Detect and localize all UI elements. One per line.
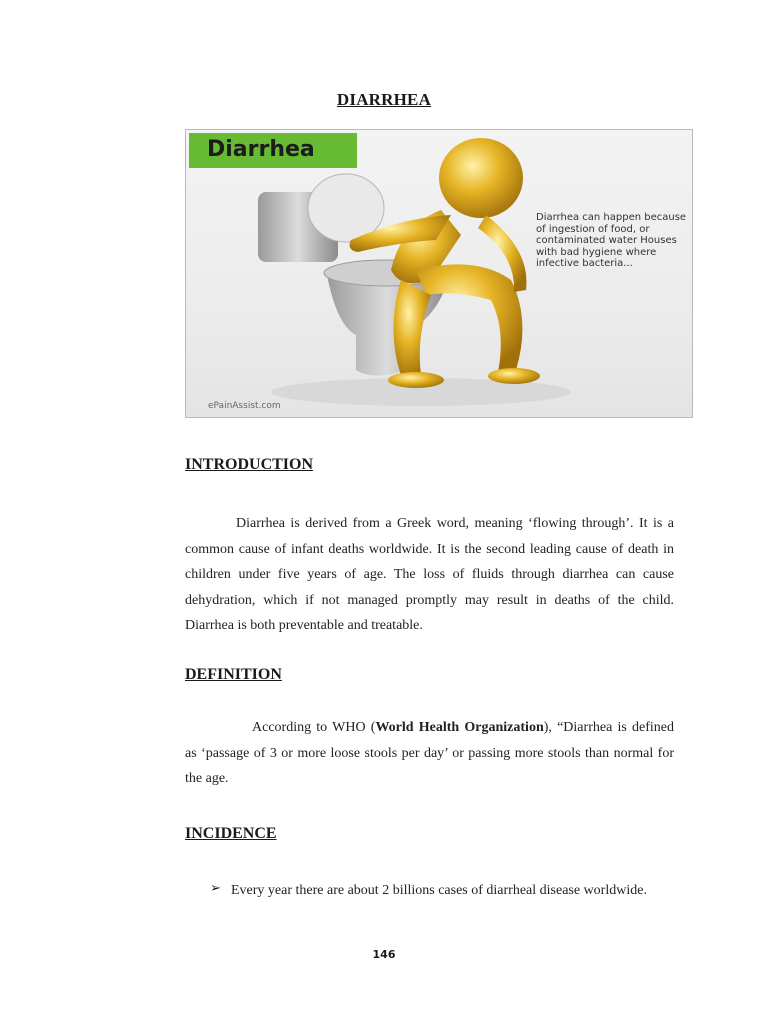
definition-heading: DEFINITION (185, 666, 282, 683)
diarrhea-illustration (185, 129, 693, 418)
figure-banner (189, 133, 357, 168)
definition-text-before: According to WHO ( (252, 720, 376, 735)
incidence-heading: INCIDENCE (185, 825, 277, 842)
introduction-paragraph: Diarrhea is derived from a Greek word, meaning ‘flowing through’. It is a common cause of infant deaths worldwide. It is the second leading cause of death in children under five years of age. The loss of fluids through diarrhea can cause dehydration, which if not managed promptly may result in deaths of the child. Diarrhea is both preventable and treatable. (185, 516, 674, 633)
organization-name: World Health Organization (375, 720, 544, 735)
toilet-figure-illustration (186, 130, 693, 418)
definition-paragraph (185, 715, 674, 792)
figure-caption: Diarrhea can happen because of ingestion of food, or contaminated water Houses with bad hygiene where infective bacteria... (536, 212, 687, 269)
incidence-list (210, 878, 675, 904)
page-number: 146 (372, 948, 396, 961)
definition-text-after: ), “Diarrhea is defined as ‘passage of 3 or more loose stools per day’ or passing more stools than normal for the age. (185, 720, 674, 786)
figure-credit: ePainAssist.com (208, 401, 281, 411)
arrow-bullet-icon: ➢ (210, 881, 221, 896)
list-item: Every year there are about 2 billions cases of diarrheal disease worldwide. (231, 883, 647, 898)
introduction-heading: INTRODUCTION (185, 456, 314, 473)
page-title: DIARRHEA (336, 90, 432, 109)
figure-banner-text: Diarrhea (207, 137, 315, 162)
